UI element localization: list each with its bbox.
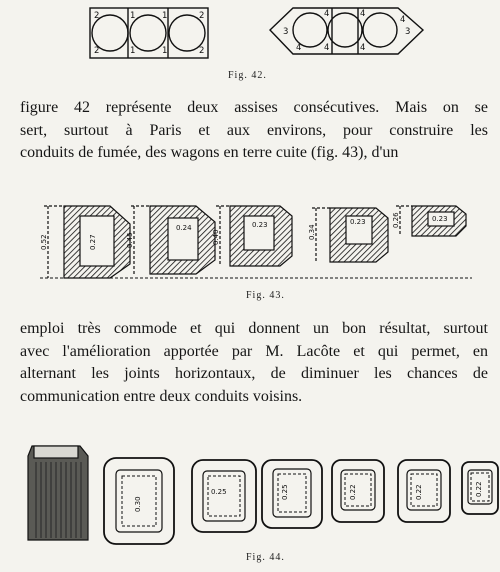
- fig43-inner-dim: 0.23: [252, 221, 268, 229]
- fig43-outer-dim: 0.26: [392, 212, 400, 228]
- fig43-outer-dim: 0.34: [308, 224, 316, 240]
- fig43-inner-dim: 0.27: [89, 234, 97, 250]
- fig43-inner-dim: 0.23: [432, 215, 448, 223]
- fig44-tile-5: [398, 460, 450, 522]
- fig44-tile-dim: 0.25: [211, 488, 227, 496]
- fig44-tile-dim: 0.30: [134, 496, 142, 512]
- fig42-right-num: 4: [324, 9, 330, 19]
- fig44-tile-3: [262, 460, 322, 528]
- fig42-right-num: 4: [360, 9, 366, 19]
- fig42-right-num: 3: [405, 27, 411, 37]
- fig42-left-num: 1: [130, 11, 136, 21]
- fig43-outer-dim: 0.40: [212, 229, 220, 245]
- fig42-right-num: 3: [283, 27, 289, 37]
- fig44-tile-dim: 0.22: [415, 484, 423, 500]
- text-line: emploi très commode et qui donnent un bon résultat, surtout: [20, 320, 488, 337]
- fig42-caption: Fig. 42.: [228, 70, 267, 81]
- fig44-tile-dim: 0.22: [475, 481, 483, 497]
- fig44-tile-dim: 0.25: [281, 484, 289, 500]
- fig42-left-num: 2: [94, 46, 100, 56]
- fig43-inner-dim: 0.24: [176, 224, 192, 232]
- fig43-outer-dim: 0.45: [126, 232, 134, 248]
- text-line: conduits de fumée, des wagons en terre cuite (fig. 43), d'un: [20, 144, 399, 161]
- fig42-right-num: 4: [324, 43, 330, 53]
- fig42-left-num: 1: [162, 46, 168, 56]
- fig42-left-num: 2: [94, 11, 100, 21]
- fig42-right-num: 4: [296, 43, 302, 53]
- fig44-column: [28, 446, 88, 540]
- fig44-tile-2: [192, 460, 256, 532]
- fig44-tile-4: [332, 460, 384, 522]
- fig44-caption: Fig. 44.: [246, 552, 285, 563]
- fig43-inner-dim: 0.23: [350, 218, 366, 226]
- text-line: avec l'amélioration apportée par M. Lacôte et qui permet, en: [20, 342, 488, 360]
- fig42-right-num: 4: [360, 43, 366, 53]
- text-line: alternant les joints horizontaux, de diminuer les chances de: [20, 365, 488, 382]
- text-line: communication entre deux conduits voisins.: [20, 387, 303, 405]
- fig42-left-num: 1: [130, 46, 136, 56]
- text-line: sert, surtout à Paris et aux environs, pour construire les: [20, 121, 488, 139]
- fig42-left-num: 2: [199, 11, 205, 21]
- fig43-outer-dim: 0.52: [40, 234, 48, 250]
- fig43-caption: Fig. 43.: [246, 290, 285, 301]
- fig42-left-num: 2: [199, 46, 205, 56]
- fig42-left-num: 1: [162, 11, 168, 21]
- fig42-right-num: 4: [400, 15, 406, 25]
- text-line: figure 42 représente deux assises consécutives. Mais on se: [20, 99, 488, 116]
- fig44-tile-dim: 0.22: [349, 484, 357, 500]
